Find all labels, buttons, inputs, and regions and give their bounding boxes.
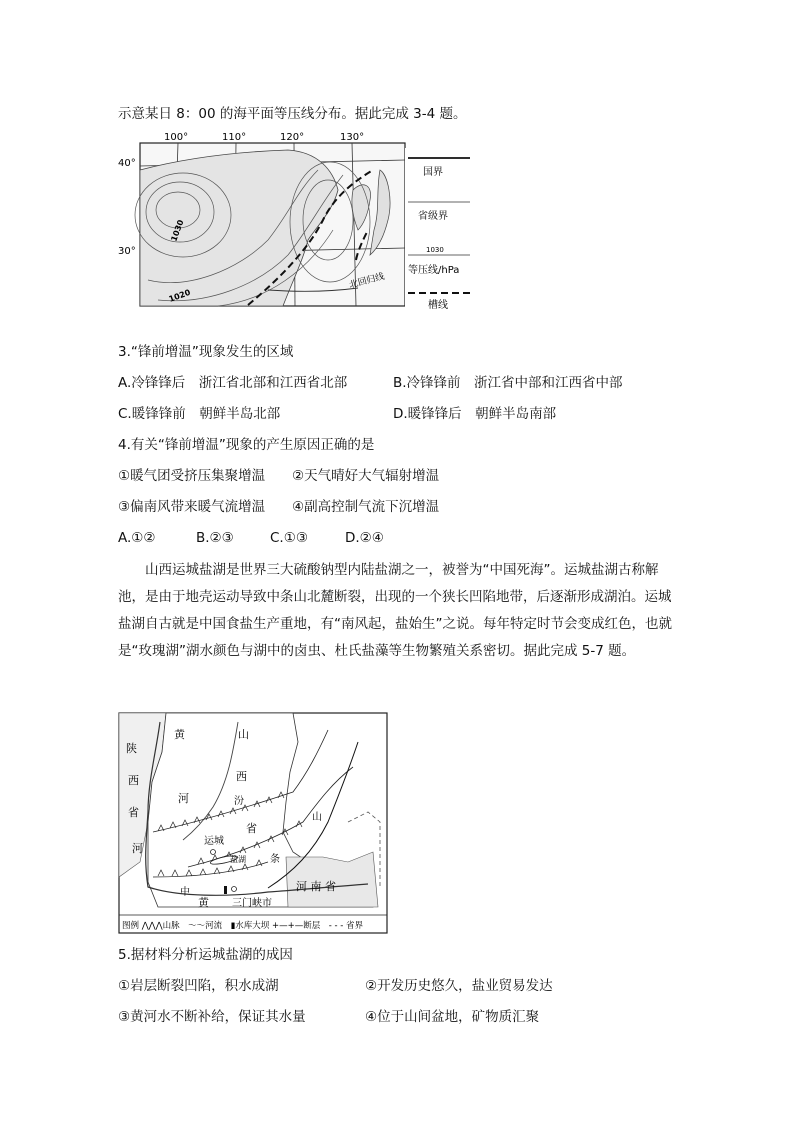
sanmenxia-city bbox=[232, 887, 237, 892]
q4-option-c: C.①③ bbox=[270, 530, 308, 546]
q4-option-a: A.①② bbox=[118, 530, 156, 546]
lat-label: 40° bbox=[118, 158, 136, 169]
q4-stem: 4.有关“锋前增温”现象的产生原因正确的是 bbox=[118, 437, 375, 453]
label-xi: 西 bbox=[128, 774, 139, 787]
label-henan: 河 南 省 bbox=[296, 880, 336, 893]
label-sanmenxia: 三门峡市 bbox=[232, 898, 272, 909]
label-huang: 黄 bbox=[174, 728, 185, 741]
isobar-map bbox=[118, 130, 474, 310]
legend-isobar: 等压线/hPa bbox=[408, 265, 460, 276]
label-sheng: 省 bbox=[128, 806, 139, 819]
q4-item-1: ①暖气团受挤压集聚增温 bbox=[118, 468, 266, 484]
label-shanxi-xi: 西 bbox=[236, 770, 247, 783]
isobar-label: 1020 bbox=[167, 287, 192, 304]
isobar-label: 1030 bbox=[169, 218, 186, 243]
intro-line: 示意某日 8：00 的海平面等压线分布。据此完成 3-4 题。 bbox=[118, 106, 467, 122]
label-sheng2: 省 bbox=[246, 822, 257, 835]
label-fen: 汾 bbox=[234, 796, 244, 807]
label-he2: 河 bbox=[132, 842, 143, 855]
label-shan2: 山 bbox=[312, 812, 322, 823]
label-shaan: 陕 bbox=[126, 742, 137, 755]
lon-label: 130° bbox=[340, 132, 365, 143]
tropic-label: 北回归线 bbox=[348, 271, 386, 291]
label-yanhu: 盐湖 bbox=[230, 855, 246, 864]
q4-option-b: B.②③ bbox=[196, 530, 234, 546]
lon-label: 110° bbox=[222, 132, 247, 143]
lon-label: 100° bbox=[164, 132, 189, 143]
q5-item-2: ②开发历史悠久，盐业贸易发达 bbox=[365, 978, 553, 994]
legend-province: 省级界 bbox=[418, 211, 448, 222]
q4-item-2: ②天气晴好大气辐射增温 bbox=[292, 468, 440, 484]
legend-trough: 槽线 bbox=[428, 300, 448, 310]
q3-option-a: A.冷锋锋后 浙江省北部和江西省北部 bbox=[118, 375, 348, 391]
salt-lake-map bbox=[118, 712, 388, 934]
label-huang2: 黄 bbox=[198, 896, 209, 909]
legend-isobar-value: 1030 bbox=[426, 246, 444, 254]
legend-border: 国界 bbox=[423, 167, 443, 178]
q4-item-4: ④副高控制气流下沉增温 bbox=[292, 499, 440, 515]
q3-option-d: D.暖锋锋后 朝鲜半岛南部 bbox=[393, 406, 557, 422]
yuncheng-city bbox=[211, 850, 216, 855]
dam-icon bbox=[224, 886, 227, 894]
passage: 山西运城盐湖是世界三大硫酸钠型内陆盐湖之一，被誉为“中国死海”。运城盐湖古称解池，是由于地壳运动导致中条山北麓断裂，出现的一个狭长凹陷地带，后逐渐形成湖泊。运城盐湖自古就是中国食盐生产重地，有“南风起，盐始生”之说。每年特定时节会变成红色，也就是“玫瑰湖”湖水颜色与湖中的卤虫、杜氏盐藻等生物繁殖关系密切。据此完成 5-7 题。 bbox=[118, 562, 672, 659]
q5-item-4: ④位于山间盆地，矿物质汇聚 bbox=[365, 1009, 540, 1025]
lat-label: 30° bbox=[118, 246, 136, 257]
q3-option-b: B.冷锋锋前 浙江省中部和江西省中部 bbox=[393, 375, 623, 391]
q5-item-3: ③黄河水不断补给，保证其水量 bbox=[118, 1009, 306, 1025]
label-zhong: 中 bbox=[180, 887, 190, 898]
lon-label: 120° bbox=[280, 132, 305, 143]
q3-option-c: C.暖锋锋前 朝鲜半岛北部 bbox=[118, 406, 281, 422]
q3-stem: 3.“锋前增温”现象发生的区域 bbox=[118, 344, 294, 360]
q5-stem: 5.据材料分析运城盐湖的成因 bbox=[118, 947, 293, 963]
label-he: 河 bbox=[178, 792, 189, 805]
label-shan: 山 bbox=[238, 728, 249, 741]
map2-legend: 图例 ⋀⋀⋀山脉 〜〜河流 ▮水库大坝 +—+—断层 - - - 省界 bbox=[122, 921, 364, 931]
q4-item-3: ③偏南风带来暖气流增温 bbox=[118, 499, 266, 515]
q5-item-1: ①岩层断裂凹陷，积水成湖 bbox=[118, 978, 279, 994]
label-tiao: 条 bbox=[270, 854, 280, 865]
label-yuncheng: 运城 bbox=[204, 836, 224, 847]
q4-option-d: D.②④ bbox=[345, 530, 384, 546]
